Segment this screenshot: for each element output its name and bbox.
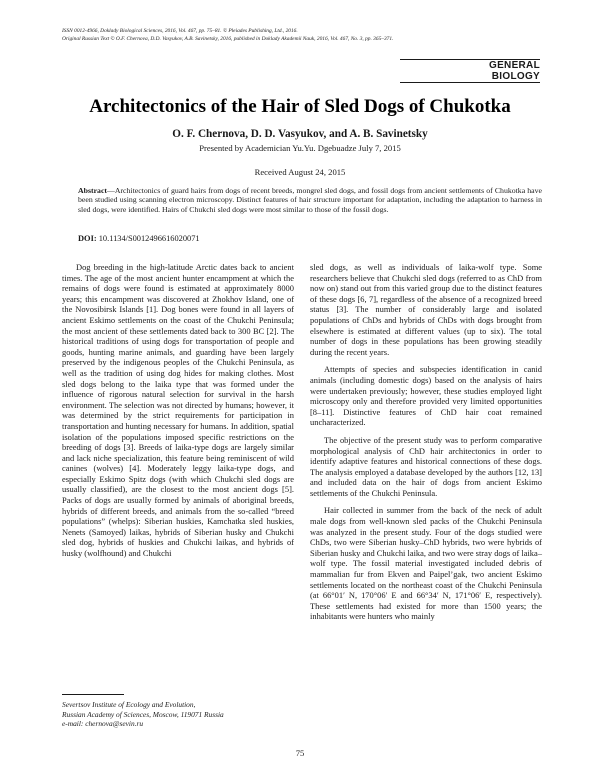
affiliation-line-1: Severtsov Institute of Ecology and Evolution, <box>62 700 196 709</box>
section-heading <box>400 60 540 82</box>
section-rule-top <box>400 59 540 60</box>
page-number: 75 <box>295 748 305 758</box>
body-paragraph: Dog breeding in the high-latitude Arctic dates back to ancient times. The age of the most ancient hunter encampment at which the remains of dogs were found is estimated at approximately 8000 years; this encampment was discovered at Zhokhov Island, one of the Novosibirsk Islands [1]. Dog bones were found in all layers of ancient Eskimo settlements on the coast of the Chukchi Peninsula; the most ancient of these settlements dated back to 300 BC [2]. The historical traditions of using dogs for transportation of people and goods, hunting marine animals, and guarding have been largely preserved by the indigenous peoples of the Chukchi Peninsula, as well as the tradition of using dog hides for making clothes. Most sled dogs belong to the laika type that was formed under the influence of rigorous natural selection for survival in the harsh environment. The selection was not directed by humans; however, it was determined by the strict requirements for participation in transportation and hunting necessary for humans. In addition, spatial isolation of the populations imposed specific restrictions on the breeding of dogs [3]. Breeds of laika-type dogs are largely similar and lack niche specialization, this feature being reminiscent of wild canines (wolves) [4]. Moderately leggy laika-type dogs, and especially Eskimo Spitz dogs (with which Chukchi sled dogs are usually classified), are the closest to the most ancient dogs [5]. Packs of dogs are usually formed by animals of aboriginal breeds, hybrids of different breeds, and animals from the so-called “breed populations” (whelps): Siberian huskies, Kamchatka sled huskies, Nenets (Samoyed) laikas, hybrids of Siberian husky and Chukchi sled dog, hybrids of huskies and Chukchi laikas, and hybrids of husky (wolfhound) and Chukchi <box>62 262 294 559</box>
section-rule-bottom <box>400 82 540 83</box>
journal-header <box>62 28 542 43</box>
doi <box>78 234 478 243</box>
presented-by: Presented by Academician Yu.Yu. Dgebuadze July 7, 2015 <box>199 143 401 153</box>
section-heading-line-2: BIOLOGY <box>491 71 540 82</box>
journal-header-line-1: ISSN 0012-4966, Doklady Biological Sciences, 2016, Vol. 467, pp. 75–81. © Pleiades Publishing, Ltd., 2016. <box>62 28 298 34</box>
footnote-rule <box>62 694 124 695</box>
paper-title: Architectonics of the Hair of Sled Dogs of Chukotka <box>89 96 511 117</box>
authors: O. F. Chernova, D. D. Vasyukov, and A. B. Savinetsky <box>172 128 428 140</box>
left-column <box>62 262 294 559</box>
affiliation-email: e-mail: chernova@sevin.ru <box>62 719 144 728</box>
body-paragraph: Hair collected in summer from the back of the neck of adult male dogs from well-known sled packs of the Chukchi Peninsula was analyzed in the present study. Four of the dogs studied were ChDs, two were Siberian husky–ChD hybrids, two were hybrids of Siberian husky and Chukchi laika, and two were stray dogs of laika–wolf type. The fossil material investigated included debris of mammalian fur from Ekven and Paipel’gak, two ancient Eskimo settlements located on the northeast coast of the Chukchi Peninsula (at 66°01′ N, 170°06′ E and 66°34′ N, 171°06′ E, respectively). These settlements had existed for more than 1500 years; the inhabitants were hunters who mainly <box>310 505 542 622</box>
section-heading-line-1: GENERAL <box>489 60 540 71</box>
body-paragraph: sled dogs, as well as individuals of laika-wolf type. Some researchers believe that Chukchi sled dogs (referred to as ChD from now on) stand out from this varied group due to the distinct features of these dogs [6, 7], regardless of the absence of a recognized breed status [3]. The number of considerably large and isolated populations of ChDs and hybrids of ChDs with dogs brought from elsewhere is estimated at different values (up to six). The total number of dogs in these populations has been growing steadily during the recent years. <box>310 262 542 357</box>
body-paragraph: Attempts of species and subspecies identification in canid animals (including domestic dogs) based on the analysis of hairs were undertaken previously; however, these studies employed light microscopy only and therefore provided very limited opportunities [8–11]. Distinctive features of ChD hair coat remained uncharacterized. <box>310 364 542 428</box>
affiliation-line-2: Russian Academy of Sciences, Moscow, 119071 Russia <box>62 709 224 719</box>
affiliation <box>62 700 302 729</box>
received-date: Received August 24, 2015 <box>254 167 346 177</box>
right-column <box>310 262 542 622</box>
body-paragraph: The objective of the present study was to perform comparative morphological analysis of ChD hair architectonics in order to identify adaptive features and historical connections of these dogs. The analysis employed a database developed by the authors [12, 13] and included data on the hair of dogs from ancient Eskimo settlements of the Chukchi Peninsula. <box>310 434 542 498</box>
abstract <box>78 186 542 214</box>
doi-label: DOI: <box>78 234 97 243</box>
abstract-text: —Architectonics of guard hairs from dogs of recent breeds, mongrel sled dogs, and fossil dogs from ancient settlements of Chukotka have been studied using scanning electron microscopy. Distinct features of hair structure important for adaptation, including the adaptation to harness in sled dogs, were identified. Hairs of Chukchi sled dogs were most similar to those of the fossil dogs. <box>78 186 542 214</box>
abstract-label: Abstract <box>78 186 108 195</box>
doi-value: 10.1134/S0012496616020071 <box>98 234 200 243</box>
journal-header-line-2: Original Russian Text © O.F. Chernova, D.D. Vasyukov, A.B. Savinetsky, 2016, published in Doklady Akademii Nauk, 2016, Vol. 467, No. 3, pp. 365–371. <box>62 35 394 42</box>
